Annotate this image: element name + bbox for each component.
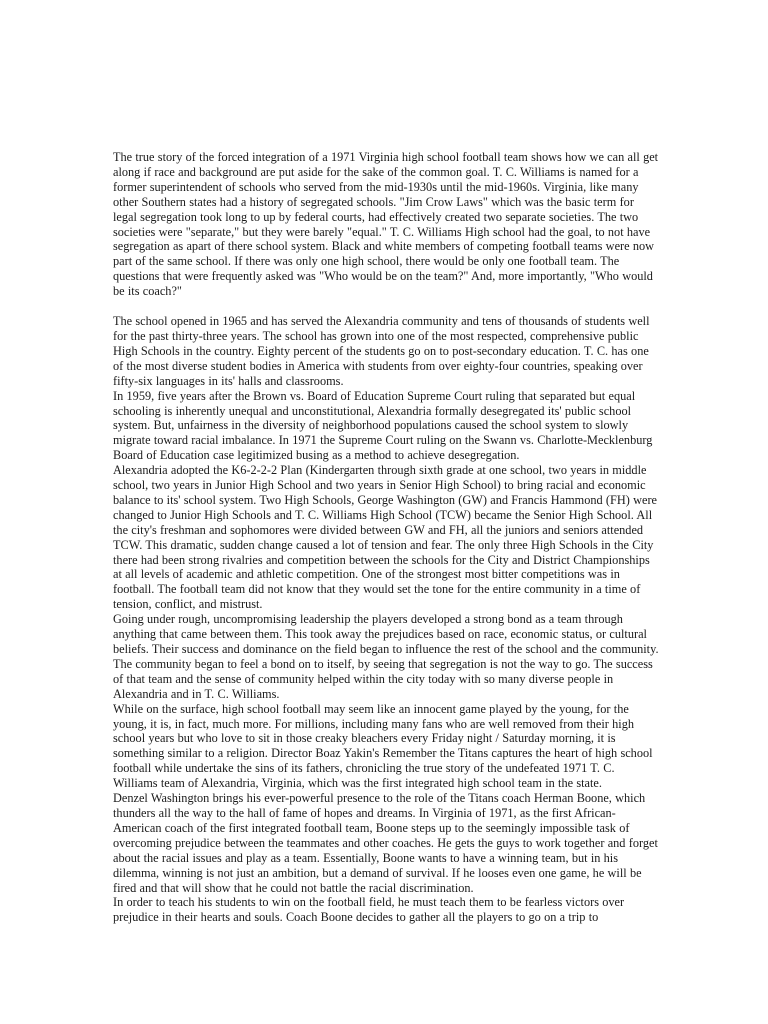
paragraph-school-history: The school opened in 1965 and has served the Alexandria community and tens of thousands of students well for the past thirty-three years. The school has grown into one of the most respected, comprehensive public High Schools in the country. Eighty percent of the students go on to post-secondary education. T. C. has one of the most diverse student bodies in America with students from over eighty-four countries, speaking over fifty-six languages in its' halls and classrooms. (113, 314, 650, 388)
document-body (113, 150, 659, 925)
paragraph-football-religion: While on the surface, high school football may seem like an innocent game played by the young, for the young, it is, in fact, much more. For millions, including many fans who are well removed from their high school years but who love to sit in those creaky bleachers every Friday night / Saturday morning, it is something similar to a religion. Director Boaz Yakin's Remember the Titans captures the heart of high school football while undertake the sins of its fathers, chronicling the true story of the undefeated 1971 T. C. Williams team of Alexandria, Virginia, which was the first integrated high school team in the state. (113, 701, 653, 791)
paragraph-teaching: In order to teach his students to win on the football field, he must teach them to be fearless victors over prejudice in their hearts and souls. Coach Boone decides to gather all the players to go on a trip to (113, 895, 625, 925)
paragraph-denzel-washington: Denzel Washington brings his ever-powerful presence to the role of the Titans coach Herman Boone, which thunders all the way to the hall of fame of hopes and dreams. In Virginia of 1971, as the first African-American coach of the first integrated football team, Boone steps up to the seemingly impossible task of overcoming prejudice between the teammates and other coaches. He gets the guys to work together and forget about the racial issues and play as a team. Essentially, Boone wants to have a winning team, but in his dilemma, winning is not just an ambition, but a demand of survival. If he looses even one game, he will be fired and that will show that he could not battle the racial discrimination. (113, 791, 658, 895)
paragraph-leadership: Going under rough, uncompromising leadership the players developed a strong bond as a team through anything that came between them. This took away the prejudices based on race, economic status, or cultural beliefs. Their success and dominance on the field began to influence the rest of the school and the community. The community began to feel a bond on to itself, by seeing that segregation is not the way to go. The success of that team and the sense of community helped within the city today with so many diverse people in Alexandria and in T. C. Williams. (113, 612, 659, 701)
paragraph-k6-plan: Alexandria adopted the K6-2-2-2 Plan (Kindergarten through sixth grade at one school, two years in middle school, two years in Junior High School and two years in Senior High School) to bring racial and economic balance to its' school system. Two High Schools, George Washington (GW) and Francis Hammond (FH) were changed to Junior High Schools and T. C. Williams High School (TCW) became the Senior High School. All the city's freshman and sophomores were divided between GW and FH, all the juniors and seniors attended TCW. This dramatic, sudden change caused a lot of tension and fear. The only three High Schools in the City there had been strong rivalries and competition between the schools for the City and District Championships at all levels of academic and athletic competition. One of the strongest most bitter competitions was in football. The football team did not know that they would set the tone for the entire community in a time of tension, conflict, and mistrust. (113, 463, 657, 612)
paragraph-intro: The true story of the forced integration of a 1971 Virginia high school football team shows how we can all get along if race and background are put aside for the sake of the common goal. T. C. Williams is named for a former superintendent of schools who served from the mid-1930s until the mid-1960s. Virginia, like many other Southern states had a history of segregated schools. "Jim Crow Laws" which was the basic term for legal segregation took long to up by federal courts, had effectively created two separate societies. The two societies were "separate," but they were barely "equal." T. C. Williams High school had the goal, to not have segregation as apart of there school system. Black and white members of competing football teams were now part of the same school. If there was only one high school, there would be only one football team. The questions that were frequently asked was "Who would be on the team?" And, more importantly, "Who would be its coach?" (113, 150, 659, 299)
paragraph-gap (113, 299, 659, 314)
paragraph-desegregation: In 1959, five years after the Brown vs. Board of Education Supreme Court ruling that separated but equal schooling is inherently unequal and unconstitutional, Alexandria formally desegregated its' public school system. But, unfairness in the diversity of neighborhood populations caused the school system to slowly migrate toward racial imbalance. In 1971 the Supreme Court ruling on the Swann vs. Charlotte-Mecklenburg Board of Education case legitimized busing as a method to achieve desegregation. (113, 388, 653, 463)
